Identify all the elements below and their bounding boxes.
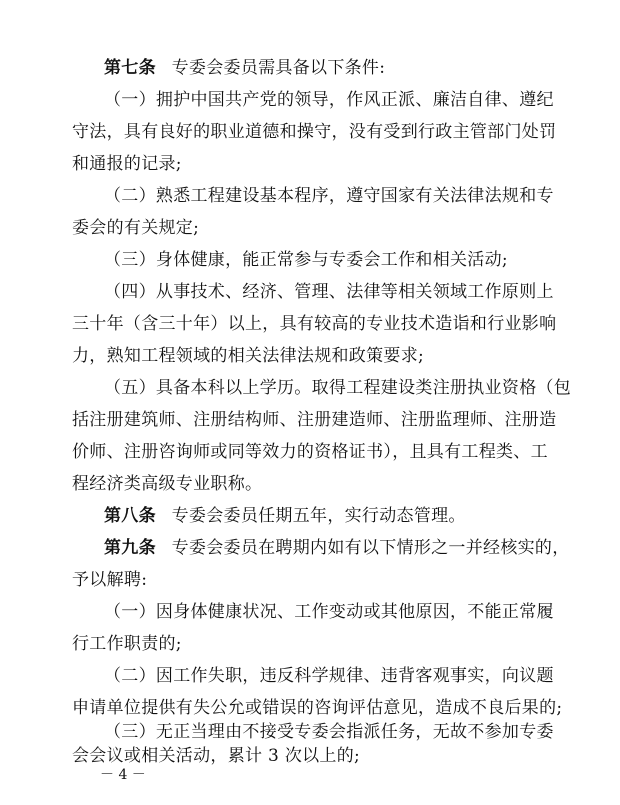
article-9-intro: 专委会委员在聘期内如有以下情形之一并经核实的， (171, 538, 570, 558)
article-9-intro-line-2: 予以解聘: (72, 570, 148, 590)
article-7-item-1-line-2: 守法，具有良好的职业道德和操守，没有受到行政主管部门处罚 (72, 122, 557, 142)
article-7-item-2-line-1: （二）熟悉工程建设基本程序，遵守国家有关法律法规和专 (104, 186, 554, 206)
article-7-heading-line (104, 52, 385, 84)
article-7-item-3-line-1: （三）身体健康，能正常参与专委会工作和相关活动; (104, 250, 508, 270)
article-9-heading-line (104, 532, 570, 564)
article-8-title: 第八条 (104, 506, 156, 526)
article-7-item-4-line-3: 力，熟知工程领域的相关法律法规和政策要求; (72, 346, 425, 366)
article-7-item-5-line-2: 括注册建筑师、注册结构师、注册建造师、注册监理师、注册造 (72, 410, 557, 430)
article-7-item-4-line-1: （四）从事技术、经济、管理、法律等相关领域工作原则上 (104, 282, 554, 302)
article-7-item-4-line-2: 三十年（含三十年）以上，具有较高的专业技术造诣和行业影响 (72, 314, 557, 334)
article-9-item-3-line-2: 会会议或相关活动，累计 3 次以上的; (72, 746, 361, 766)
article-9-item-3-line-1: （三）无正当理由不接受专委会指派任务，无故不参加专委 (104, 722, 554, 742)
article-7-title: 第七条 (104, 58, 156, 78)
article-7-item-5-line-3: 价师、注册咨询师或同等效力的资格证书），且具有工程类、工 (72, 442, 548, 462)
article-7-intro: 专委会委员需具备以下条件: (171, 58, 386, 78)
article-9-item-1-line-2: 行工作职责的; (72, 634, 182, 654)
article-8-text: 专委会委员任期五年，实行动态管理。 (171, 506, 466, 526)
article-9-title: 第九条 (104, 538, 156, 558)
article-7-item-2-line-2: 委会的有关规定; (72, 218, 200, 238)
article-7-item-5-line-1: （五）具备本科以上学历。取得工程建设类注册执业资格（包 (104, 378, 572, 398)
article-9-item-2-line-2: 申请单位提供有失公允或错误的咨询评估意见，造成不良后果的; (72, 698, 563, 718)
article-9-item-1-line-1: （一）因身体健康状况、工作变动或其他原因，不能正常履 (104, 602, 554, 622)
article-8-line (104, 500, 466, 532)
article-7-item-5-line-4: 程经济类高级专业职称。 (72, 474, 263, 494)
article-7-item-1-line-1: （一）拥护中国共产党的领导，作风正派、廉洁自律、遵纪 (104, 90, 554, 110)
page-number: － 4 － (100, 767, 146, 783)
article-9-item-2-line-1: （二）因工作失职，违反科学规律、违背客观事实，向议题 (104, 666, 554, 686)
article-7-item-1-line-3: 和通报的记录; (72, 154, 182, 174)
